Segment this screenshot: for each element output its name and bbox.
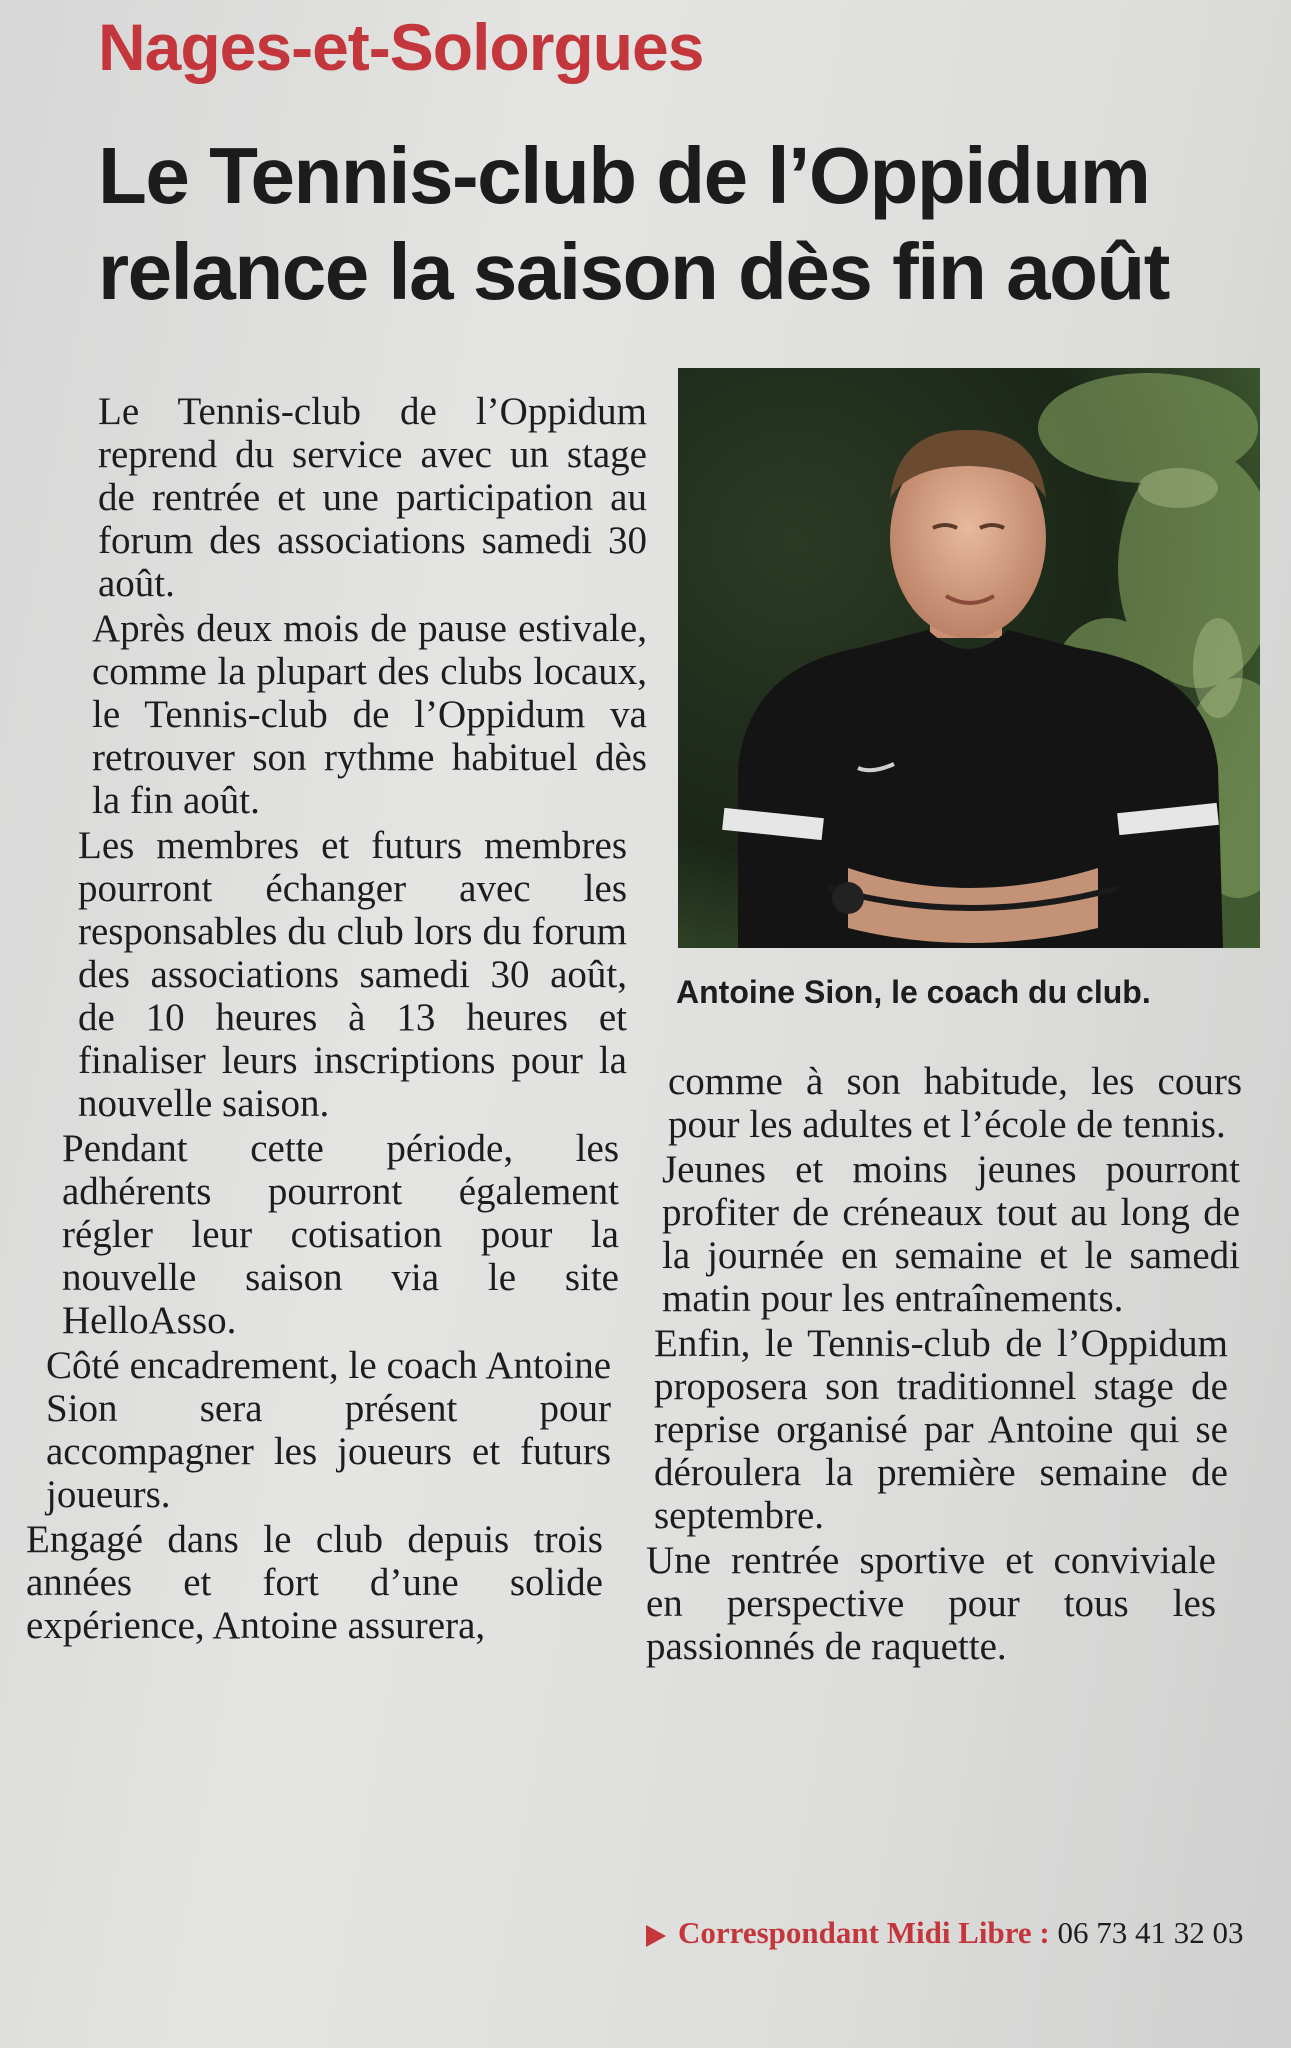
paragraph: comme à son habitude, les cours pour les adultes et l’école de tennis. <box>668 1060 1242 1146</box>
red-triangle-icon <box>646 1925 666 1947</box>
paragraph: Jeunes et moins jeunes pourront profiter de créneaux tout au long de la journée en semaine et le samedi matin pour les entraînements. <box>662 1148 1240 1320</box>
paragraph: Pendant cette période, les adhérents pourront également régler leur cotisation pour la nouvelle saison via le site HelloAsso. <box>62 1127 619 1342</box>
article-right-column <box>642 1060 1242 1668</box>
paragraph: Les membres et futurs membres pourront échanger avec les responsables du club lors du forum des associations samedi 30 août, de 10 heures à 13 heures et finaliser leurs inscriptions pour la nouvelle saison. <box>78 824 627 1125</box>
correspondent-label: Correspondant Midi Libre : <box>678 1915 1050 1950</box>
article-headline <box>98 128 1268 320</box>
paragraph: Le Tennis-club de l’Oppidum reprend du service avec un stage de rentrée et une participation au forum des associations samedi 30 août. <box>98 390 647 605</box>
headline-line-1: Le Tennis-club de l’Oppidum <box>98 131 1150 220</box>
article-left-column <box>22 390 647 1930</box>
paragraph: Enfin, le Tennis-club de l’Oppidum proposera son traditionnel stage de reprise organisé par Antoine qui se déroulera la première semaine de septembre. <box>654 1322 1228 1537</box>
coach-photo <box>678 368 1260 948</box>
coach-portrait-image <box>678 368 1260 948</box>
paragraph: Côté encadrement, le coach Antoine Sion sera présent pour accompagner les joueurs et futurs joueurs. <box>46 1344 611 1516</box>
correspondent-signature <box>646 1915 1244 1951</box>
paragraph: Après deux mois de pause estivale, comme la plupart des clubs locaux, le Tennis-club de l’Oppidum va retrouver son rythme habituel dès la fin août. <box>92 607 647 822</box>
headline-line-2: relance la saison dès fin août <box>98 227 1169 316</box>
correspondent-phone: 06 73 41 32 03 <box>1057 1915 1244 1950</box>
article-kicker: Nages-et-Solorgues <box>98 10 704 84</box>
paragraph: Une rentrée sportive et conviviale en perspective pour tous les passionnés de raquette. <box>646 1539 1216 1668</box>
photo-caption: Antoine Sion, le coach du club. <box>676 974 1151 1010</box>
paragraph: Engagé dans le club depuis trois années et fort d’une solide expérience, Antoine assurera, <box>26 1518 603 1647</box>
